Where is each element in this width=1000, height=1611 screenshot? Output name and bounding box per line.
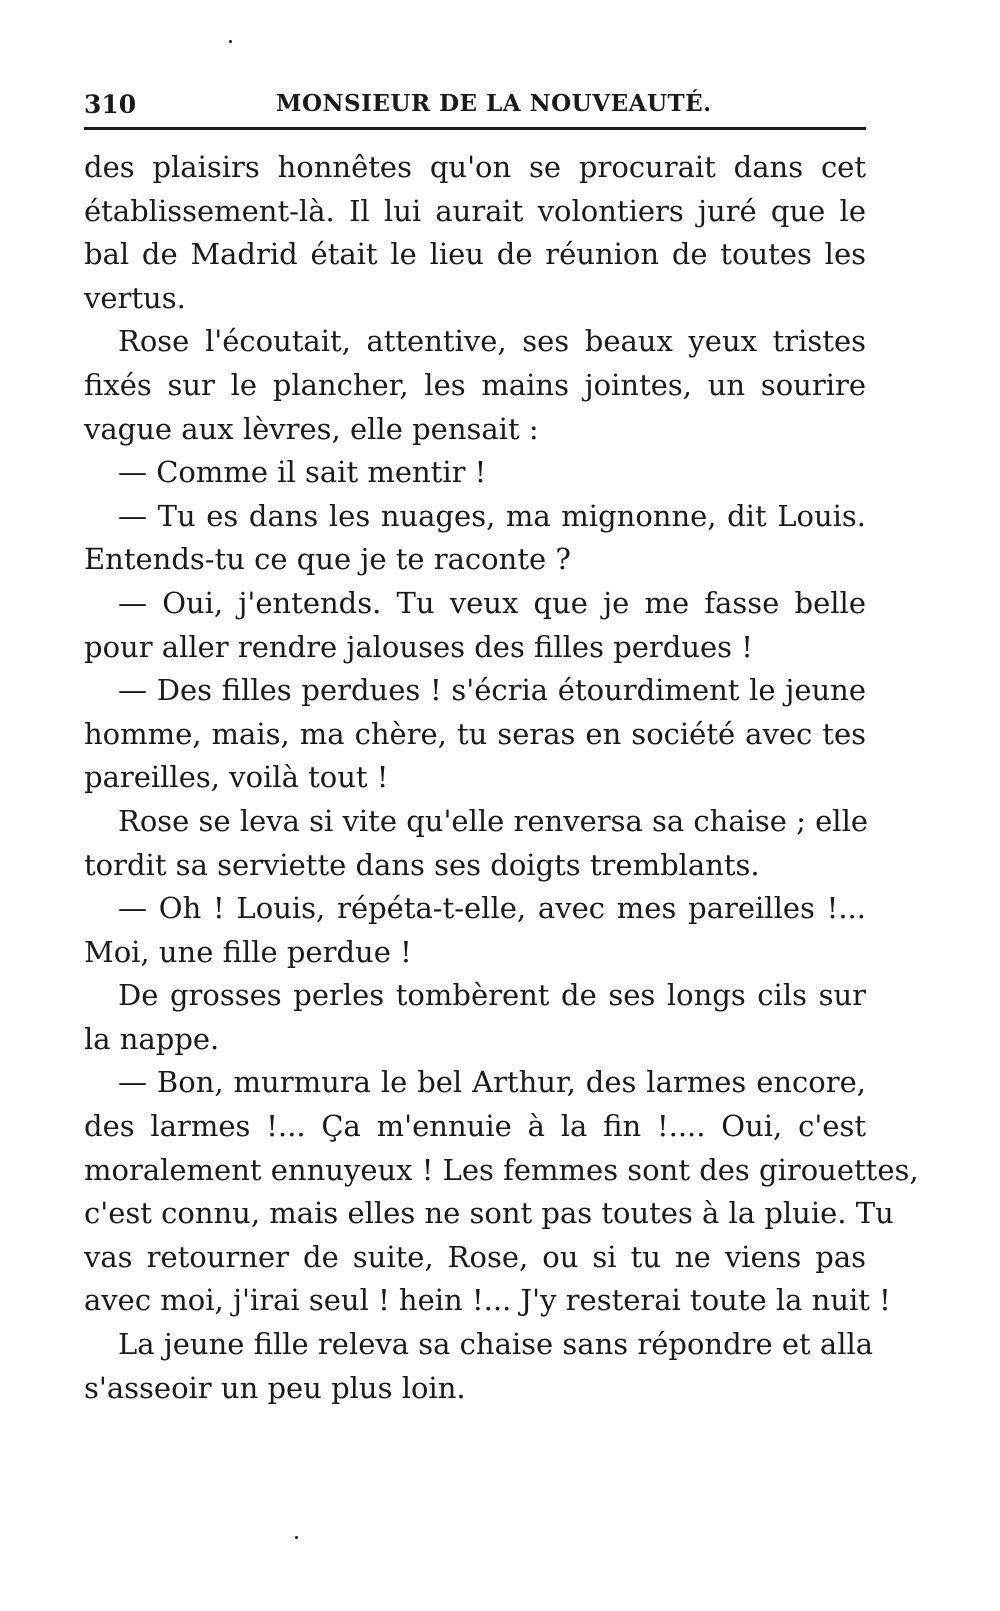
header-rule	[84, 127, 866, 130]
print-speck	[295, 1536, 298, 1539]
text-line: vague aux lèvres, elle pensait :	[84, 411, 539, 446]
text-line: La jeune fille releva sa chaise sans répondre et alla	[118, 1327, 874, 1362]
text-line: — Bon, murmura le bel Arthur, des larmes encore,	[118, 1065, 866, 1100]
text-line: — Oui, j'entends. Tu veux que je me fasse belle	[118, 585, 866, 620]
text-line: De grosses perles tombèrent de ses longs cils sur	[118, 978, 866, 1013]
text-line: des plaisirs honnêtes qu'on se procurait dans cet	[84, 150, 866, 184]
text-line: pour aller rendre jalouses des filles perdues !	[84, 629, 753, 664]
text-line: Moi, une fille perdue !	[84, 934, 412, 969]
running-header	[84, 80, 874, 120]
text-line: moralement ennuyeux ! Les femmes sont des girouettes,	[84, 1152, 919, 1187]
text-line: tordit sa serviette dans ses doigts tremblants.	[84, 847, 760, 882]
text-line: des larmes !... Ça m'ennuie à la fin !.... Oui, c'est	[84, 1109, 866, 1144]
running-title: MONSIEUR DE LA NOUVEAUTÉ.	[276, 90, 712, 117]
page-number: 310	[84, 90, 137, 119]
text-line: Rose l'écoutait, attentive, ses beaux yeux tristes	[118, 324, 866, 359]
text-line: vertus.	[84, 280, 186, 315]
text-line: — Oh ! Louis, répéta-t-elle, avec mes pareilles !...	[118, 891, 866, 926]
text-line: établissement-là. Il lui aurait volontiers juré que le	[84, 193, 866, 228]
text-line: bal de Madrid était le lieu de réunion de toutes les	[84, 237, 866, 272]
text-line: pareilles, voilà tout !	[84, 760, 389, 795]
text-line: fixés sur le plancher, les mains jointes, un sourire	[84, 367, 866, 402]
text-line: — Comme il sait mentir !	[118, 455, 487, 490]
text-line: vas retourner de suite, Rose, ou si tu ne viens pas	[84, 1239, 866, 1274]
text-line: Rose se leva si vite qu'elle renversa sa chaise ; elle	[118, 803, 869, 838]
text-line: la nappe.	[84, 1021, 220, 1056]
text-line: s'asseoir un peu plus loin.	[84, 1370, 466, 1405]
text-line: — Des filles perdues ! s'écria étourdiment le jeune	[118, 673, 866, 708]
print-speck	[229, 40, 232, 43]
text-line: homme, mais, ma chère, tu seras en société avec tes	[84, 716, 866, 751]
text-line: c'est connu, mais elles ne sont pas toutes à la pluie. Tu	[84, 1196, 894, 1231]
text-line: — Tu es dans les nuages, ma mignonne, dit Louis.	[118, 498, 866, 533]
body-text	[84, 146, 919, 1410]
text-line: avec moi, j'irai seul ! hein !... J'y resterai toute la nuit !	[84, 1283, 891, 1318]
text-line: Entends-tu ce que je te raconte ?	[84, 542, 571, 577]
